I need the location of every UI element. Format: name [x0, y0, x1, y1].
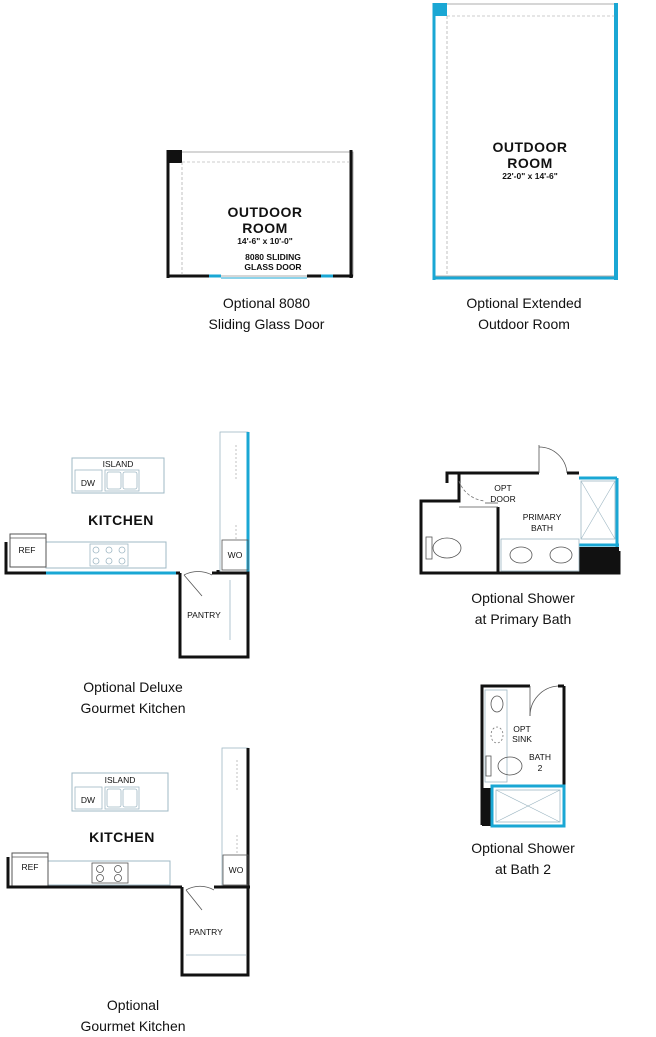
pantry-label: PANTRY [187, 610, 221, 620]
caption-bath-2 [430, 838, 616, 880]
vanity [485, 690, 507, 782]
opt-door-swing [459, 481, 485, 501]
room-dims: 14'-6" x 10'-0" [237, 236, 293, 246]
opt-sink [491, 727, 503, 743]
room-label-2: ROOM [242, 220, 288, 236]
cooktop [92, 863, 128, 883]
plan-extended-outdoor-room [430, 0, 622, 285]
gourmet-kitchen-drawing [0, 745, 260, 980]
caption-sliding-door [160, 293, 373, 335]
ref-label: REF [21, 862, 39, 872]
kitchen-label: KITCHEN [88, 512, 154, 528]
plan-bath-2 [478, 680, 570, 830]
opt-sink-label: OPT [513, 724, 531, 734]
room-label: OUTDOOR [227, 204, 303, 220]
caption-primary-bath [430, 588, 616, 630]
caption-line-1: Optional Shower [471, 590, 575, 606]
room-label-2: BATH [530, 523, 554, 533]
wall-block [579, 547, 619, 573]
dw-label: DW [80, 795, 96, 805]
cooktop [90, 544, 128, 566]
counter [48, 861, 170, 885]
plan-primary-bath [415, 445, 625, 580]
plan-sliding-glass-door [165, 148, 360, 283]
sink-left [510, 547, 532, 563]
room-dims: 22'-0" x 14'-6" [502, 171, 558, 181]
pantry-door-swing [186, 886, 214, 910]
sink-outline [105, 470, 139, 491]
opt-sink-label-2: SINK [512, 734, 532, 744]
caption-line-2: Sliding Glass Door [208, 316, 325, 332]
opt-door-label: OPT [494, 483, 512, 493]
door-swing [539, 447, 567, 473]
bath2-drawing [478, 680, 570, 830]
wo-label: WO [227, 550, 243, 560]
caption-line-1: Optional 8080 [222, 295, 311, 311]
counter [46, 542, 166, 568]
door-swing [530, 686, 558, 716]
sink-basin [123, 472, 137, 489]
extended-outdoor-drawing [430, 0, 622, 285]
caption-line-1: Optional Extended [466, 295, 582, 311]
sink-basin [107, 789, 121, 807]
ref-label: REF [18, 545, 36, 555]
sink-basin [123, 789, 137, 807]
room-label-2: ROOM [507, 155, 553, 171]
pantry-door-swing [184, 572, 212, 596]
toilet-bowl [433, 538, 461, 558]
caption-line-1: Optional Deluxe [83, 679, 183, 695]
caption-extended-outdoor [420, 293, 628, 335]
caption-line-1: Optional Shower [471, 840, 575, 856]
opt-door-label-2: DOOR [490, 494, 516, 504]
sink-right [550, 547, 572, 563]
room-label-2: 2 [537, 763, 543, 773]
toilet-bowl [498, 757, 522, 775]
caption-gourmet-kitchen [40, 995, 226, 1037]
island-label: ISLAND [104, 775, 136, 785]
caption-line-1: Optional [106, 997, 160, 1013]
caption-line-2: at Primary Bath [474, 611, 572, 627]
plan-gourmet-kitchen [0, 745, 260, 980]
column-block [168, 150, 182, 163]
caption-deluxe-kitchen [40, 677, 226, 719]
pantry-label: PANTRY [189, 927, 223, 937]
room-label: BATH [528, 752, 552, 762]
caption-line-2: Gourmet Kitchen [80, 1018, 186, 1034]
caption-line-2: Gourmet Kitchen [80, 700, 186, 716]
caption-line-2: Outdoor Room [478, 316, 570, 332]
sink-basin [107, 472, 121, 489]
caption-line-2: at Bath 2 [494, 861, 552, 877]
island-label: ISLAND [102, 459, 134, 469]
wo-label: WO [228, 865, 244, 875]
kitchen-label: KITCHEN [89, 829, 155, 845]
room-label: OUTDOOR [492, 139, 568, 155]
sink [491, 696, 503, 712]
plan-deluxe-kitchen [0, 430, 260, 660]
sink-outline [105, 787, 139, 809]
primary-bath-drawing [415, 445, 625, 580]
toilet-tank [426, 537, 432, 559]
door-note: 8080 SLIDING [245, 252, 301, 262]
vanity [501, 539, 579, 571]
sliding-door-drawing [165, 148, 360, 283]
door-note-2: GLASS DOOR [244, 262, 302, 272]
room-label: PRIMARY [522, 512, 562, 522]
dw-label: DW [80, 478, 96, 488]
toilet-tank [486, 756, 491, 776]
deluxe-kitchen-drawing [0, 430, 260, 660]
